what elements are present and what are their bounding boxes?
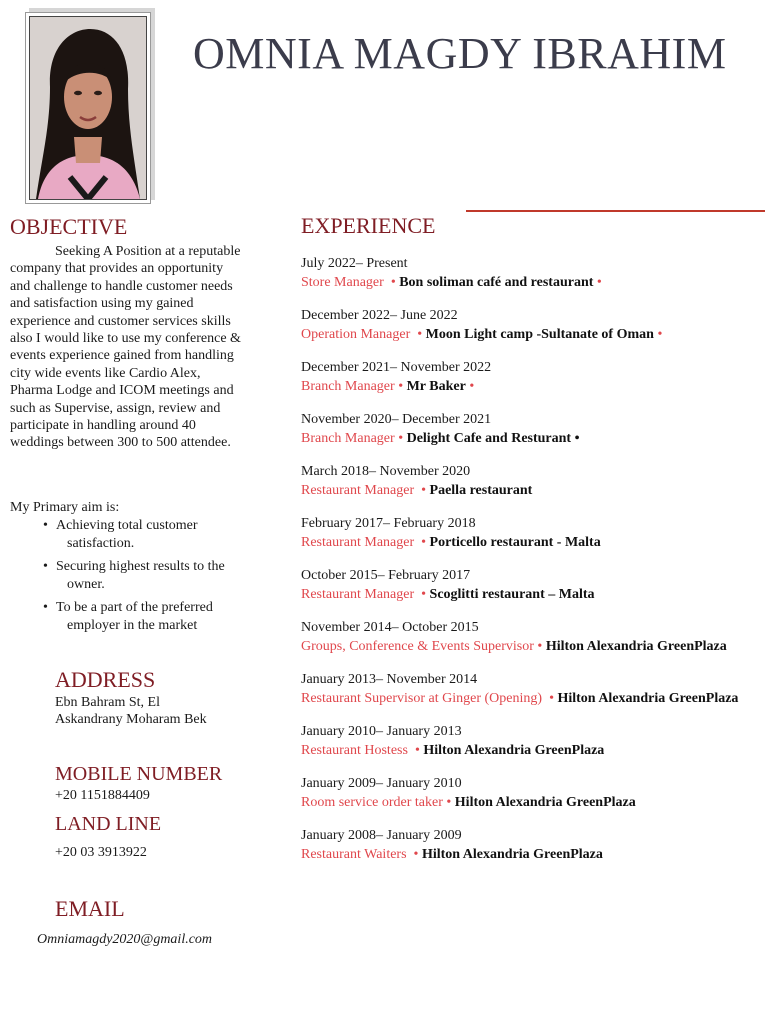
entry-date: February 2017– February 2018 (301, 516, 476, 531)
experience-heading: EXPERIENCE (301, 213, 436, 238)
bullet-icon: • (411, 743, 420, 758)
bullet-icon: • (410, 847, 419, 862)
job-title: Branch Manager (301, 379, 395, 394)
entry-role (301, 274, 766, 292)
aim-text: Securing highest results to the owner. (56, 559, 225, 592)
entry-date: March 2018– November 2020 (301, 464, 471, 479)
entry-role (301, 794, 766, 812)
job-title: Restaurant Manager (301, 587, 415, 602)
landline-heading: LAND LINE (55, 813, 162, 835)
company-name: Mr Baker (406, 379, 466, 394)
primary-aim-label: My Primary aim is: (10, 500, 120, 515)
entry-role (301, 638, 766, 656)
entry-role (301, 846, 766, 864)
experience-entry (301, 722, 766, 760)
experience-entry (301, 566, 766, 604)
profile-photo (29, 16, 147, 200)
company-name: Delight Cafe and Resturant • (406, 431, 580, 446)
trail-mark: • (657, 327, 663, 342)
experience-entry (301, 254, 766, 292)
entry-role (301, 690, 766, 708)
experience-entry (301, 826, 766, 864)
company-name: Hilton Alexandria GreenPlaza (454, 795, 636, 810)
bullet-icon: • (413, 327, 423, 342)
entry-date: November 2020– December 2021 (301, 412, 492, 427)
entry-date: January 2008– January 2009 (301, 828, 462, 843)
entry-role (301, 326, 766, 344)
entry-role (301, 742, 766, 760)
candidate-name: OMNIA MAGDY IBRAHIM (193, 29, 727, 78)
company-name: Scoglitti restaurant – Malta (429, 587, 595, 602)
experience-entry (301, 410, 766, 448)
address-line-2: Askandrany Moharam Bek (55, 712, 207, 727)
company-name: Moon Light camp -Sultanate of Oman (425, 327, 654, 342)
entry-date: July 2022– Present (301, 256, 408, 271)
job-title: Operation Manager (301, 327, 411, 342)
portrait-image (30, 17, 146, 199)
job-title: Groups, Conference & Events Supervisor (301, 639, 534, 654)
job-title: Branch Manager (301, 431, 395, 446)
company-name: Paella restaurant (429, 483, 533, 498)
company-name: Hilton Alexandria GreenPlaza (423, 743, 605, 758)
entry-date: December 2022– June 2022 (301, 308, 458, 323)
bullet-icon: • (387, 275, 396, 290)
experience-entry (301, 514, 766, 552)
aim-item (43, 558, 233, 594)
mobile-number: +20 1151884409 (55, 788, 150, 803)
company-name: Bon soliman café and restaurant (399, 275, 594, 290)
company-name: Hilton Alexandria GreenPlaza (557, 691, 739, 706)
company-name: Porticello restaurant - Malta (429, 535, 601, 550)
primary-aim-list (43, 517, 233, 640)
bullet-icon: • (43, 518, 48, 533)
aim-item (43, 599, 233, 635)
entry-date: January 2010– January 2013 (301, 724, 462, 739)
bullet-icon: • (537, 639, 543, 654)
aim-text: To be a part of the preferred employer in the market (56, 600, 213, 633)
job-title: Room service order taker (301, 795, 443, 810)
bullet-icon: • (398, 379, 404, 394)
email-heading: EMAIL (55, 896, 125, 921)
entry-date: November 2014– October 2015 (301, 620, 479, 635)
experience-entry (301, 358, 766, 396)
company-name: Hilton Alexandria GreenPlaza (545, 639, 727, 654)
experience-entry (301, 462, 766, 500)
entry-role (301, 378, 766, 396)
experience-list (301, 254, 766, 878)
aim-text: Achieving total customer satisfaction. (56, 518, 198, 551)
profile-photo-frame (25, 12, 151, 204)
trail-mark: • (469, 379, 475, 394)
aim-item (43, 517, 233, 553)
job-title: Restaurant Waiters (301, 847, 407, 862)
objective-heading: OBJECTIVE (10, 214, 128, 239)
entry-role (301, 482, 766, 500)
experience-entry (301, 306, 766, 344)
experience-entry (301, 774, 766, 812)
entry-role (301, 430, 766, 448)
job-title: Restaurant Manager (301, 535, 415, 550)
objective-body: Seeking A Position at a reputable company that provides an opportunity and challenge to handle customer needs and satisfaction using my gained experience and customer services skills also I would like to use my conference & events experience gained from handling city wide events like Cardio Alex, Pharma Lodge and ICOM meetings and such as Supervise, assign, review and participate in handling around 40 weddings between 300 to 500 attendee. (10, 244, 241, 451)
entry-date: December 2021– November 2022 (301, 360, 492, 375)
experience-entry (301, 618, 766, 656)
header-rule (466, 210, 765, 212)
bullet-icon: • (43, 559, 48, 574)
bullet-icon: • (398, 431, 404, 446)
entry-date: January 2009– January 2010 (301, 776, 462, 791)
bullet-icon: • (417, 483, 427, 498)
address-line-1: Ebn Bahram St, El (55, 695, 160, 710)
job-title: Restaurant Manager (301, 483, 415, 498)
entry-date: October 2015– February 2017 (301, 568, 471, 583)
entry-role (301, 586, 766, 604)
landline-number: +20 03 3913922 (55, 845, 147, 860)
address-heading: ADDRESS (55, 667, 156, 692)
trail-mark: • (596, 275, 602, 290)
bullet-icon: • (417, 587, 427, 602)
bullet-icon: • (446, 795, 452, 810)
mobile-heading: MOBILE NUMBER (55, 763, 223, 785)
experience-entry (301, 670, 766, 708)
company-name: Hilton Alexandria GreenPlaza (421, 847, 603, 862)
bullet-icon: • (43, 600, 48, 615)
bullet-icon: • (545, 691, 554, 706)
objective-text (10, 243, 242, 452)
job-title: Restaurant Supervisor at Ginger (Opening) (301, 691, 543, 706)
job-title: Store Manager (301, 275, 384, 290)
entry-role (301, 534, 766, 552)
job-title: Restaurant Hostess (301, 743, 408, 758)
bullet-icon: • (417, 535, 427, 550)
email-address[interactable]: Omniamagdy2020@gmail.com (37, 932, 213, 947)
entry-date: January 2013– November 2014 (301, 672, 478, 687)
